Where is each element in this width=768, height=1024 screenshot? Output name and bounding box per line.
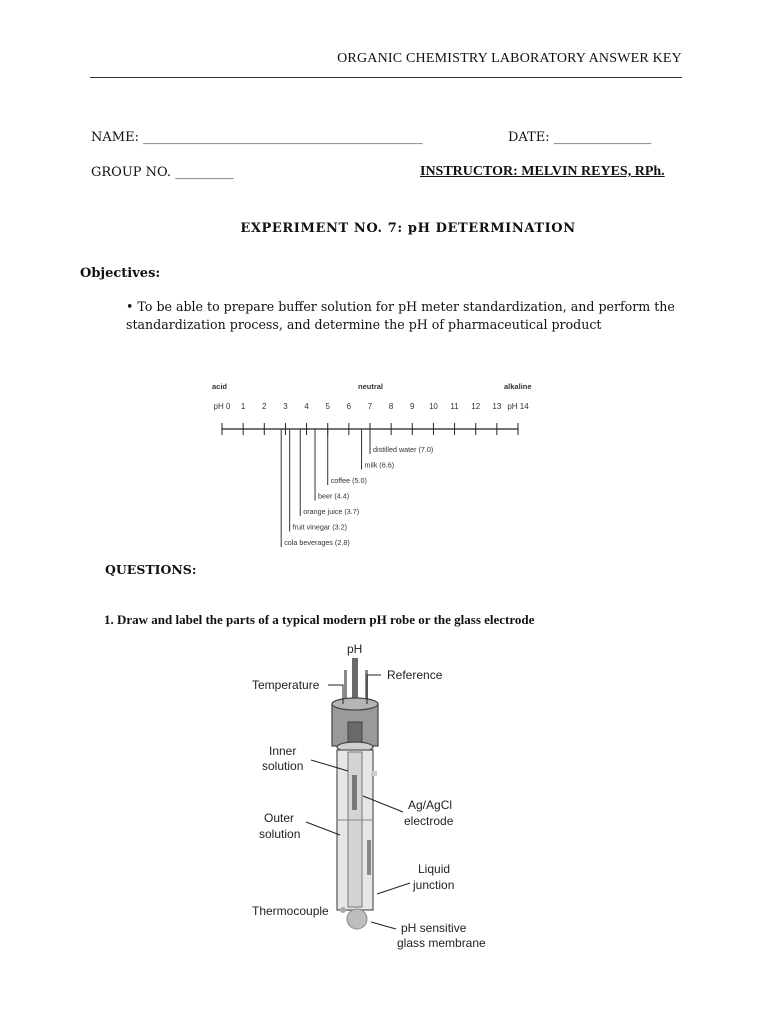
ph-substance-label: milk (6.6) [364,460,395,470]
ph-substance-label: fruit vinegar (3.2) [292,522,347,532]
label-ph: pH [347,642,363,656]
label-outer-1: Outer [264,811,295,825]
ph-tick-label: 6 [346,402,352,411]
ph-substance-label: beer (4.4) [318,491,350,501]
label-outer-2: solution [259,827,301,841]
neutral-label: neutral [358,382,384,391]
acid-label: acid [212,382,228,391]
fill-hole [371,771,377,776]
label-agagcl-1: Ag/AgCl [408,798,453,812]
questions-heading: QUESTIONS: [105,562,197,577]
ph-tick-label: 12 [471,402,481,411]
label-membrane-1: pH sensitive [401,921,467,935]
label-inner-1: Inner [269,744,297,758]
objectives-heading: Objectives: [80,266,161,281]
ph-tick-label: 10 [428,402,438,411]
ph-tick-label: 11 [450,402,459,411]
label-thermocouple: Thermocouple [252,904,329,918]
ph-tick-label: 7 [367,402,373,411]
ph-tick-label: 1 [240,402,246,411]
ph-substance-label: distilled water (7.0) [373,445,434,454]
cable-center [352,658,358,704]
ph-scale-diagram [190,375,535,555]
ph-substance-label: cola beverages (2.8) [284,538,350,547]
leader-outer [306,822,340,835]
ph-tick-label: 2 [262,402,267,411]
ph-tick-label: 5 [325,402,330,411]
label-agagcl-2: electrode [404,814,454,828]
instructor-label: INSTRUCTOR: MELVIN REYES, RPh. [420,164,665,179]
label-liquid-2: junction [413,878,455,892]
glass-electrode-diagram [240,640,520,960]
document-header-title: ORGANIC CHEMISTRY LABORATORY ANSWER KEY [337,51,682,66]
alkaline-label: alkaline [504,382,532,391]
question-1: 1. Draw and label the parts of a typical modern pH robe or the glass electrode [104,612,535,627]
electrode-cap-top [332,698,378,710]
label-inner-2: solution [262,759,304,773]
ph-substance-markers [281,429,433,547]
reference-wire [367,840,371,875]
label-membrane-2: glass membrane [397,936,486,950]
ph-tick-label: pH 0 [213,402,231,411]
label-liquid-1: Liquid [418,862,451,876]
label-reference: Reference [387,668,443,682]
ph-substance-label: coffee (5.0) [330,476,367,485]
ph-tick-label: 4 [304,402,309,411]
ph-tick-labels [214,402,530,411]
header-rule [90,77,682,78]
ph-tick-label: 8 [388,402,394,411]
ph-tick-label: 9 [410,402,415,411]
experiment-title: EXPERIMENT NO. 7: pH DETERMINATION [240,221,576,236]
ph-tick-label: 13 [492,402,502,411]
glass-bulb [347,909,367,929]
group-field: GROUP NO. _________ [91,165,234,180]
ph-tick-label: pH 14 [507,402,529,411]
date-field: DATE: _______________ [508,130,652,145]
leader-membrane [371,922,396,929]
label-temperature: Temperature [252,678,320,692]
ph-substance-label: orange juice (3.7) [303,507,360,516]
thermocouple-tip [340,907,346,913]
ag-agcl-wire [352,775,357,810]
leader-liquid [377,883,410,894]
name-field: NAME: ___________________________________________ [91,130,423,145]
objective-item: • To be able to prepare buffer solution for pH meter standardization, and perform the standardization process, and determine the pH of pharmaceutical product [126,299,675,332]
ph-tick-label: 3 [283,402,288,411]
